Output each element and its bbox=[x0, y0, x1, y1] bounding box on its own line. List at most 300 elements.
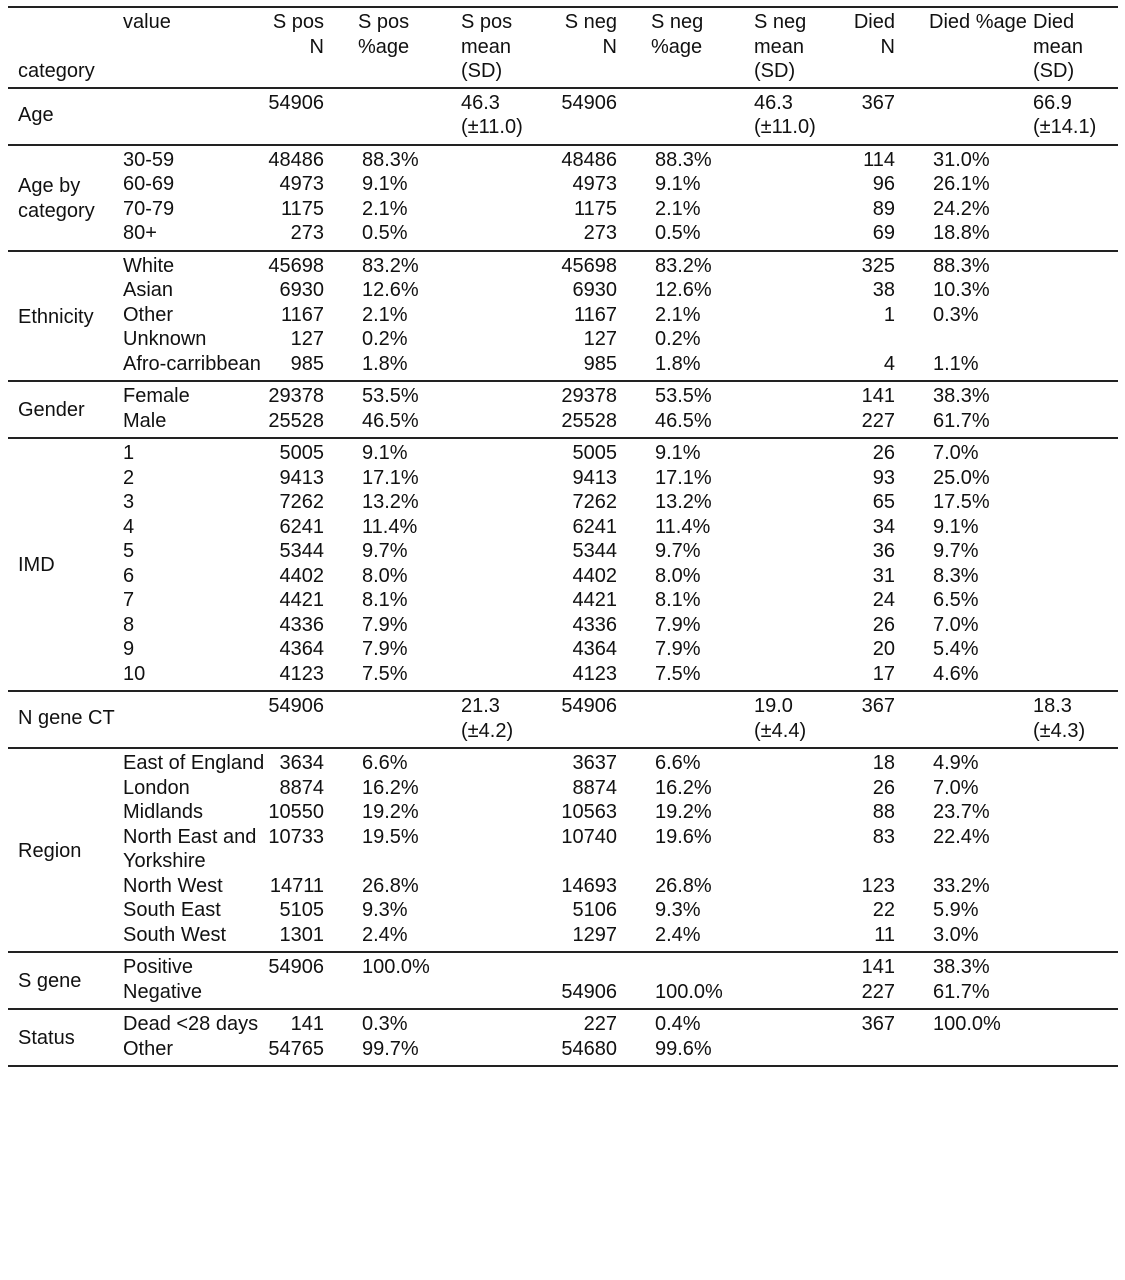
cell-sneg-n: 10563 bbox=[561, 801, 617, 823]
table-row bbox=[8, 438, 1118, 466]
cell-died-pct bbox=[929, 1037, 1033, 1067]
cell-sneg-pct: 8.1% bbox=[655, 589, 701, 611]
row-value: Dead <28 days bbox=[123, 1013, 259, 1035]
cell-spos-pct: 11.4% bbox=[362, 515, 418, 538]
cell-spos-n: 4364 bbox=[279, 638, 324, 660]
cell-sneg-mean bbox=[754, 172, 850, 197]
cell-sneg-mean bbox=[754, 923, 850, 953]
cell-sneg-n: 1167 bbox=[573, 303, 617, 326]
cell-died-mean bbox=[1033, 923, 1118, 953]
cell-sneg-pct: 7.5% bbox=[655, 662, 701, 685]
cell-died-n: 22 bbox=[872, 899, 895, 921]
cell-spos-mean: 46.3 (±11.0) bbox=[461, 91, 523, 138]
cell-spos-mean bbox=[461, 748, 557, 776]
cell-died-pct bbox=[929, 691, 1033, 748]
header-spos-pct: S pos %age bbox=[358, 11, 410, 58]
cell-spos-pct: 7.9% bbox=[362, 613, 408, 636]
cell-sneg-mean bbox=[754, 352, 850, 382]
data-table bbox=[8, 6, 1118, 1067]
cell-sneg-mean bbox=[754, 898, 850, 923]
cell-spos-pct: 13.2% bbox=[362, 491, 419, 513]
cell-spos-mean bbox=[461, 613, 557, 638]
row-category: Age bbox=[18, 103, 54, 126]
cell-spos-n: 273 bbox=[290, 222, 324, 244]
cell-spos-pct: 16.2% bbox=[362, 776, 419, 799]
row-value: 2 bbox=[123, 466, 135, 489]
cell-died-n: 114 bbox=[863, 148, 895, 171]
cell-died-mean bbox=[1033, 409, 1118, 439]
cell-sneg-pct: 26.8% bbox=[655, 874, 712, 897]
cell-spos-pct: 88.3% bbox=[362, 148, 419, 171]
cell-died-pct: 38.3% bbox=[933, 956, 990, 978]
cell-spos-pct: 6.6% bbox=[362, 752, 408, 774]
cell-spos-n: 54765 bbox=[268, 1037, 324, 1060]
row-category: N gene CT bbox=[18, 707, 115, 730]
cell-died-n: 83 bbox=[872, 825, 895, 848]
cell-sneg-n bbox=[557, 952, 651, 980]
row-value: Female bbox=[123, 385, 190, 407]
cell-died-n: 141 bbox=[861, 956, 895, 978]
cell-died-mean bbox=[1033, 438, 1118, 466]
cell-spos-n: 45698 bbox=[268, 254, 324, 277]
cell-died-pct: 7.0% bbox=[933, 776, 979, 799]
row-category: Region bbox=[18, 839, 82, 862]
cell-spos-n: 1175 bbox=[280, 197, 324, 220]
cell-spos-pct: 17.1% bbox=[362, 466, 419, 489]
cell-died-mean bbox=[1033, 145, 1118, 173]
cell-died-n: 227 bbox=[861, 409, 895, 432]
cell-spos-pct bbox=[358, 691, 461, 748]
cell-sneg-n: 1297 bbox=[572, 923, 617, 946]
cell-sneg-pct: 0.4% bbox=[655, 1013, 701, 1035]
table-row bbox=[8, 172, 1118, 197]
cell-died-pct: 26.1% bbox=[933, 173, 990, 195]
cell-spos-pct: 0.5% bbox=[362, 222, 408, 244]
cell-spos-mean bbox=[461, 303, 557, 328]
cell-sneg-mean bbox=[754, 637, 850, 662]
cell-died-pct bbox=[929, 327, 1033, 352]
cell-died-pct: 0.3% bbox=[933, 303, 979, 326]
row-value bbox=[123, 691, 265, 748]
cell-spos-pct: 12.6% bbox=[362, 279, 419, 301]
cell-died-mean bbox=[1033, 381, 1118, 409]
cell-spos-n: 10733 bbox=[268, 825, 324, 848]
cell-sneg-mean bbox=[754, 776, 850, 801]
cell-died-pct: 88.3% bbox=[933, 254, 990, 277]
cell-sneg-pct: 1.8% bbox=[655, 352, 701, 375]
cell-died-n: 367 bbox=[861, 1013, 895, 1035]
cell-spos-pct: 2.4% bbox=[362, 923, 408, 946]
cell-died-mean bbox=[1033, 748, 1118, 776]
cell-sneg-n: 5005 bbox=[572, 442, 617, 464]
cell-sneg-n: 1175 bbox=[573, 197, 617, 220]
table-row bbox=[8, 303, 1118, 328]
cell-sneg-pct: 9.1% bbox=[655, 173, 701, 195]
cell-spos-n: 985 bbox=[290, 352, 324, 375]
header-sneg-n: S neg N bbox=[564, 11, 617, 58]
table-row bbox=[8, 662, 1118, 692]
cell-spos-mean bbox=[461, 197, 557, 222]
cell-spos-mean bbox=[461, 1009, 557, 1037]
table-row bbox=[8, 145, 1118, 173]
cell-sneg-mean bbox=[754, 145, 850, 173]
cell-sneg-n: 5106 bbox=[572, 899, 617, 921]
cell-sneg-pct: 19.6% bbox=[655, 825, 712, 848]
table-row bbox=[8, 588, 1118, 613]
cell-sneg-mean bbox=[754, 251, 850, 279]
cell-died-mean bbox=[1033, 251, 1118, 279]
cell-died-n: 89 bbox=[872, 197, 895, 220]
cell-died-mean bbox=[1033, 303, 1118, 328]
cell-sneg-n: 127 bbox=[583, 328, 617, 350]
cell-sneg-n: 54680 bbox=[561, 1037, 617, 1060]
row-value: 6 bbox=[123, 564, 135, 587]
cell-spos-mean bbox=[461, 952, 557, 980]
cell-sneg-mean bbox=[754, 800, 850, 825]
cell-died-n: 26 bbox=[872, 776, 895, 799]
cell-spos-mean bbox=[461, 539, 557, 564]
cell-sneg-mean bbox=[754, 278, 850, 303]
cell-spos-n: 3634 bbox=[279, 752, 324, 774]
cell-sneg-mean bbox=[754, 381, 850, 409]
table-row bbox=[8, 637, 1118, 662]
cell-spos-mean bbox=[461, 874, 557, 899]
table-row bbox=[8, 352, 1118, 382]
cell-spos-mean bbox=[461, 145, 557, 173]
cell-sneg-n: 6930 bbox=[572, 279, 617, 301]
cell-spos-n: 54906 bbox=[268, 956, 324, 978]
cell-died-pct: 5.4% bbox=[933, 638, 979, 660]
row-value: 3 bbox=[123, 491, 135, 513]
cell-sneg-mean bbox=[754, 197, 850, 222]
cell-spos-mean bbox=[461, 409, 557, 439]
cell-spos-n: 14711 bbox=[269, 874, 324, 897]
cell-spos-n: 5105 bbox=[279, 899, 324, 921]
cell-spos-mean bbox=[461, 588, 557, 613]
cell-died-pct: 33.2% bbox=[933, 874, 990, 897]
cell-sneg-n: 54906 bbox=[561, 980, 617, 1003]
cell-spos-pct: 9.1% bbox=[362, 173, 408, 195]
cell-sneg-n: 25528 bbox=[561, 409, 617, 432]
row-category: Status bbox=[18, 1027, 75, 1050]
cell-sneg-pct: 16.2% bbox=[655, 776, 712, 799]
cell-sneg-mean bbox=[754, 1009, 850, 1037]
cell-spos-n: 5005 bbox=[279, 442, 324, 464]
cell-died-pct: 17.5% bbox=[933, 491, 990, 513]
cell-sneg-pct: 7.9% bbox=[655, 613, 701, 636]
cell-died-pct: 7.0% bbox=[933, 442, 979, 464]
cell-died-n: 367 bbox=[861, 91, 895, 114]
cell-died-mean bbox=[1033, 564, 1118, 589]
table-row bbox=[8, 251, 1118, 279]
cell-died-mean bbox=[1033, 352, 1118, 382]
cell-spos-pct: 100.0% bbox=[362, 956, 430, 978]
cell-died-n: 24 bbox=[872, 589, 895, 611]
cell-sneg-pct: 6.6% bbox=[655, 752, 701, 774]
cell-spos-n: 1167 bbox=[280, 303, 324, 326]
group-age-by-category bbox=[8, 145, 1118, 251]
cell-sneg-pct: 100.0% bbox=[655, 980, 723, 1003]
row-value bbox=[123, 88, 265, 145]
cell-sneg-pct: 9.7% bbox=[655, 540, 701, 562]
table-row bbox=[8, 278, 1118, 303]
cell-sneg-mean: 19.0 (±4.4) bbox=[754, 695, 807, 742]
cell-spos-pct: 46.5% bbox=[362, 409, 419, 432]
cell-died-n: 26 bbox=[872, 613, 895, 636]
cell-spos-n: 4973 bbox=[279, 173, 324, 195]
table-row bbox=[8, 748, 1118, 776]
cell-sneg-pct: 0.5% bbox=[655, 222, 701, 244]
cell-spos-mean bbox=[461, 466, 557, 491]
cell-spos-pct: 0.3% bbox=[362, 1013, 408, 1035]
group-region bbox=[8, 748, 1118, 952]
table-row bbox=[8, 1037, 1118, 1067]
row-value: 80+ bbox=[123, 222, 157, 244]
cell-died-n bbox=[850, 327, 929, 352]
cell-spos-mean bbox=[461, 980, 557, 1010]
cell-spos-n: 4336 bbox=[279, 613, 324, 636]
cell-sneg-mean bbox=[754, 662, 850, 692]
table-row bbox=[8, 88, 1118, 145]
cell-died-mean: 18.3 (±4.3) bbox=[1033, 695, 1086, 742]
cell-sneg-n: 985 bbox=[583, 352, 617, 375]
cell-sneg-mean bbox=[754, 588, 850, 613]
header-spos-mean: S pos mean (SD) bbox=[461, 11, 513, 82]
cell-sneg-n: 3637 bbox=[572, 752, 617, 774]
table-row bbox=[8, 980, 1118, 1010]
header-died-n: Died N bbox=[853, 11, 895, 58]
cell-spos-pct: 26.8% bbox=[362, 874, 419, 897]
cell-spos-n: 29378 bbox=[268, 385, 324, 407]
cell-spos-n: 6930 bbox=[279, 279, 324, 301]
cell-died-mean bbox=[1033, 221, 1118, 251]
cell-spos-pct: 19.5% bbox=[362, 825, 419, 848]
group-status bbox=[8, 1009, 1118, 1066]
cell-sneg-pct: 19.2% bbox=[655, 801, 712, 823]
cell-sneg-pct bbox=[651, 952, 754, 980]
cell-sneg-n: 48486 bbox=[561, 148, 617, 171]
table-row bbox=[8, 800, 1118, 825]
cell-died-pct: 1.1% bbox=[933, 352, 979, 375]
cell-spos-mean bbox=[461, 800, 557, 825]
cell-sneg-pct: 2.4% bbox=[655, 923, 701, 946]
cell-sneg-pct: 13.2% bbox=[655, 491, 712, 513]
cell-spos-mean bbox=[461, 776, 557, 801]
cell-died-pct: 31.0% bbox=[933, 148, 990, 171]
cell-spos-mean bbox=[461, 221, 557, 251]
table-row bbox=[8, 409, 1118, 439]
cell-spos-mean: 21.3 (±4.2) bbox=[461, 695, 514, 742]
cell-died-n: 38 bbox=[872, 279, 895, 301]
cell-spos-mean bbox=[461, 898, 557, 923]
cell-spos-pct: 7.9% bbox=[362, 638, 408, 660]
group-n-gene-ct bbox=[8, 691, 1118, 748]
table-row bbox=[8, 221, 1118, 251]
cell-died-n: 18 bbox=[872, 752, 895, 774]
cell-died-pct: 8.3% bbox=[933, 564, 979, 587]
cell-spos-mean bbox=[461, 327, 557, 352]
cell-sneg-mean bbox=[754, 825, 850, 874]
cell-died-pct: 7.0% bbox=[933, 613, 979, 636]
cell-sneg-n: 4123 bbox=[572, 662, 617, 685]
row-value: Positive bbox=[123, 956, 194, 978]
cell-sneg-n: 54906 bbox=[561, 91, 617, 114]
row-value: 8 bbox=[123, 613, 135, 636]
cell-died-mean bbox=[1033, 172, 1118, 197]
cell-died-mean bbox=[1033, 980, 1118, 1010]
cell-sneg-mean bbox=[754, 466, 850, 491]
cell-spos-mean bbox=[461, 438, 557, 466]
cell-spos-pct: 1.8% bbox=[362, 352, 408, 375]
cell-died-n: 123 bbox=[861, 874, 895, 897]
table-row bbox=[8, 515, 1118, 540]
cell-sneg-pct: 46.5% bbox=[655, 409, 712, 432]
cell-sneg-mean bbox=[754, 980, 850, 1010]
cell-died-n: 69 bbox=[872, 222, 895, 244]
cell-spos-mean bbox=[461, 490, 557, 515]
cell-died-n: 1 bbox=[883, 303, 895, 326]
cell-sneg-pct: 17.1% bbox=[655, 466, 712, 489]
cell-sneg-mean bbox=[754, 564, 850, 589]
cell-spos-n: 4123 bbox=[279, 662, 324, 685]
cell-died-pct: 10.3% bbox=[933, 279, 990, 301]
cell-spos-n: 141 bbox=[290, 1013, 324, 1035]
cell-sneg-mean bbox=[754, 409, 850, 439]
row-value: Negative bbox=[123, 980, 202, 1003]
table-row bbox=[8, 490, 1118, 515]
cell-spos-mean bbox=[461, 251, 557, 279]
header-category: category bbox=[18, 60, 95, 82]
cell-died-pct: 61.7% bbox=[933, 980, 990, 1003]
cell-spos-mean bbox=[461, 637, 557, 662]
cell-spos-n: 9413 bbox=[279, 466, 324, 489]
cell-spos-mean bbox=[461, 825, 557, 874]
header-row bbox=[8, 7, 1118, 88]
cell-sneg-mean: 46.3 (±11.0) bbox=[754, 91, 816, 138]
table-row bbox=[8, 874, 1118, 899]
cell-sneg-pct: 9.3% bbox=[655, 899, 701, 921]
cell-died-mean bbox=[1033, 825, 1118, 874]
row-value: South West bbox=[123, 923, 227, 946]
cell-sneg-pct: 2.1% bbox=[655, 303, 701, 326]
cell-died-n: 367 bbox=[861, 695, 895, 717]
cell-died-mean bbox=[1033, 197, 1118, 222]
cell-died-mean: 66.9 (±14.1) bbox=[1033, 91, 1097, 138]
cell-died-mean bbox=[1033, 898, 1118, 923]
cell-spos-mean bbox=[461, 923, 557, 953]
cell-sneg-n: 4336 bbox=[572, 613, 617, 636]
row-value: 5 bbox=[123, 540, 135, 562]
cell-sneg-pct: 0.2% bbox=[655, 328, 701, 350]
cell-died-pct: 6.5% bbox=[933, 589, 979, 611]
group-gender bbox=[8, 381, 1118, 438]
table-row bbox=[8, 466, 1118, 491]
cell-spos-n: 4402 bbox=[279, 564, 324, 587]
row-category: S gene bbox=[18, 970, 82, 993]
cell-spos-mean bbox=[461, 278, 557, 303]
cell-spos-mean bbox=[461, 352, 557, 382]
row-value: Other bbox=[123, 1037, 174, 1060]
cell-sneg-mean bbox=[754, 221, 850, 251]
cell-spos-mean bbox=[461, 381, 557, 409]
row-category: IMD bbox=[18, 554, 55, 577]
cell-sneg-pct: 83.2% bbox=[655, 254, 712, 277]
cell-spos-pct: 83.2% bbox=[362, 254, 419, 277]
cell-died-pct: 24.2% bbox=[933, 197, 990, 220]
cell-died-pct: 5.9% bbox=[933, 899, 979, 921]
row-value: North West bbox=[123, 874, 223, 897]
cell-died-mean bbox=[1033, 662, 1118, 692]
header-sneg-pct: S neg %age bbox=[651, 11, 704, 58]
cell-sneg-n: 273 bbox=[583, 222, 617, 244]
header-spos-n: S pos N bbox=[272, 11, 324, 58]
cell-sneg-n: 8874 bbox=[572, 776, 617, 799]
cell-spos-n: 54906 bbox=[268, 695, 324, 717]
cell-died-pct: 9.7% bbox=[933, 540, 979, 562]
cell-died-n: 26 bbox=[872, 442, 895, 464]
cell-died-n: 325 bbox=[861, 254, 895, 277]
cell-spos-pct: 2.1% bbox=[362, 197, 408, 220]
cell-spos-mean bbox=[461, 564, 557, 589]
cell-sneg-mean bbox=[754, 438, 850, 466]
cell-died-mean bbox=[1033, 874, 1118, 899]
cell-died-n: 11 bbox=[874, 923, 895, 946]
row-value: 70-79 bbox=[123, 197, 175, 220]
cell-spos-pct bbox=[358, 980, 461, 1010]
table-row bbox=[8, 613, 1118, 638]
cell-spos-n: 48486 bbox=[268, 148, 324, 171]
row-category: Age by category bbox=[18, 175, 95, 222]
cell-died-n: 34 bbox=[872, 515, 895, 538]
cell-died-n: 65 bbox=[872, 491, 895, 513]
cell-sneg-n: 6241 bbox=[572, 515, 617, 538]
cell-died-mean bbox=[1033, 1009, 1118, 1037]
cell-sneg-pct bbox=[651, 88, 754, 145]
row-category: Ethnicity bbox=[18, 305, 94, 328]
cell-spos-n: 54906 bbox=[268, 91, 324, 114]
cell-sneg-n: 54906 bbox=[561, 695, 617, 717]
cell-spos-n: 8874 bbox=[279, 776, 324, 799]
cell-died-n: 17 bbox=[872, 662, 895, 685]
cell-died-mean bbox=[1033, 1037, 1118, 1067]
row-value: South East bbox=[123, 899, 221, 921]
cell-sneg-mean bbox=[754, 1037, 850, 1067]
cell-died-n: 141 bbox=[861, 385, 895, 407]
group-imd bbox=[8, 438, 1118, 691]
cell-sneg-mean bbox=[754, 874, 850, 899]
cell-spos-pct: 9.3% bbox=[362, 899, 408, 921]
cell-sneg-n: 5344 bbox=[572, 540, 617, 562]
cell-spos-mean bbox=[461, 662, 557, 692]
cell-spos-n bbox=[265, 980, 358, 1010]
table-row bbox=[8, 327, 1118, 352]
cell-spos-pct: 9.7% bbox=[362, 540, 408, 562]
header-died-mean: Died mean (SD) bbox=[1033, 11, 1084, 82]
table-row bbox=[8, 776, 1118, 801]
row-value: 9 bbox=[123, 638, 135, 660]
cell-died-pct: 23.7% bbox=[933, 801, 990, 823]
row-value: 30-59 bbox=[123, 148, 175, 171]
cell-died-pct: 4.6% bbox=[933, 662, 979, 685]
cell-died-mean bbox=[1033, 613, 1118, 638]
cell-sneg-n: 4973 bbox=[572, 173, 617, 195]
cell-died-pct: 100.0% bbox=[933, 1013, 1001, 1035]
cell-spos-mean bbox=[461, 1037, 557, 1067]
row-value: Midlands bbox=[123, 801, 204, 823]
table-row bbox=[8, 923, 1118, 953]
row-value: 60-69 bbox=[123, 173, 175, 195]
cell-sneg-n: 7262 bbox=[572, 491, 617, 513]
